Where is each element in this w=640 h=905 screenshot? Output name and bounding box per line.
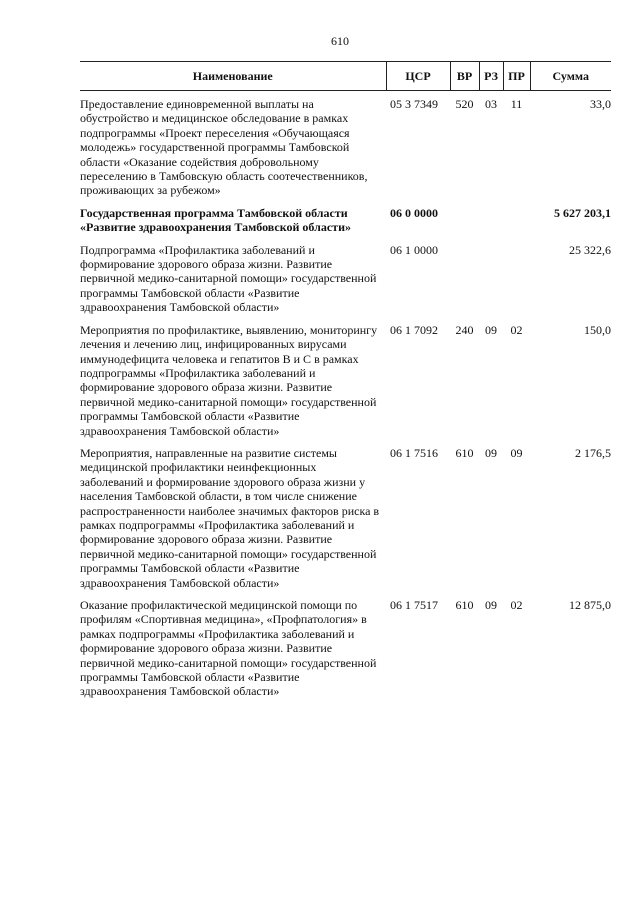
cell-sum: 25 322,6 [569,242,611,257]
cell-csr: 06 1 7092 [390,322,438,337]
cell-csr: 06 1 0000 [390,242,438,257]
cell-vr [450,237,479,317]
table-row [80,237,611,317]
cell-name: Мероприятия, направленные на развитие системы медицинской профилактики неинфекционных заболеваний и формирование здорового образа жизни у населения Тамбовской области, в том числе снижение распространенности наиболее значимых факторов риска в рамках подпрограммы «Профилактика заболеваний и формирование здорового образа жизни. Развитие первичной медико-санитарной помощи» государственной программы Тамбовской области «Развитие здравоохранения Тамбовской области» [80,445,380,590]
cell-pr: 11 [510,97,523,111]
cell-pr [503,200,530,237]
cell-sum: 5 627 203,1 [554,205,611,220]
header-name: Наименование [80,62,386,91]
cell-pr: 02 [510,322,523,337]
cell-vr: 520 [455,97,474,111]
cell-csr: 06 1 7517 [390,598,438,612]
cell-sum: 2 176,5 [575,445,611,460]
cell-rz: 09 [485,322,497,337]
cell-csr: 06 0 0000 [390,205,438,220]
header-rz: РЗ [479,62,503,91]
header-vr: ВР [450,62,479,91]
cell-name: Государственная программа Тамбовской области «Развитие здравоохранения Тамбовской области» [80,205,351,235]
header-row [80,62,611,91]
budget-table [80,61,611,701]
cell-vr [450,200,479,237]
cell-sum: 12 875,0 [569,598,611,612]
cell-pr: 09 [510,445,523,460]
cell-name: Мероприятия по профилактике, выявлению, мониторингу лечения и лечению лиц, инфицированных вирусами иммунодефицита человека и гепатитов В и С в рамках подпрограммы «Профилактика заболеваний и формирование здорового образа жизни. Развитие первичной медико-санитарной помощи» государственной программы Тамбовской области «Развитие здравоохранения Тамбовской области» [80,322,378,438]
cell-pr: 02 [510,598,523,612]
cell-rz [479,237,503,317]
cell-rz: 09 [485,445,497,460]
cell-vr: 610 [455,598,474,612]
cell-rz: 09 [485,598,497,612]
cell-vr: 610 [455,445,474,460]
cell-name: Подпрограмма «Профилактика заболеваний и формирование здорового образа жизни. Развитие первичной медико-санитарной помощи» государственной программы Тамбовской области «Развитие здравоохранения Тамбовской области» [80,242,377,315]
cell-sum: 33,0 [590,97,611,111]
table-row-program-total [80,200,611,237]
cell-vr: 240 [455,322,474,337]
cell-rz [479,200,503,237]
cell-name: Предоставление единовременной выплаты на обустройство и медицинское обследование в рамках подпрограммы «Проект переселения «Обучающаяся молодежь» государственной программы Тамбовской области «Оказание содействия добровольному переселению в Тамбовскую область соотечественников, проживающих за рубежом» [80,97,368,198]
table-row [80,440,611,592]
cell-rz: 03 [485,97,497,111]
cell-name: Оказание профилактической медицинской помощи по профилям «Спортивная медицина», «Профпатология» в рамках подпрограммы «Профилактика заболеваний и формирование здорового образа жизни. Развитие первичной медико-санитарной помощи» государственной программы Тамбовской области «Развитие здравоохранения Тамбовской области» [80,598,377,699]
cell-sum: 150,0 [584,322,611,337]
page-number: 610 [331,34,349,48]
table-row [80,592,611,701]
table-body [80,91,611,701]
table-row [80,317,611,440]
header-pr: ПР [503,62,530,91]
cell-csr: 05 3 7349 [390,97,438,111]
table-row [80,91,611,200]
header-sum: Сумма [530,62,611,91]
header-csr: ЦСР [386,62,450,91]
table-header [80,62,611,91]
cell-csr: 06 1 7516 [390,445,438,460]
cell-pr [503,237,530,317]
